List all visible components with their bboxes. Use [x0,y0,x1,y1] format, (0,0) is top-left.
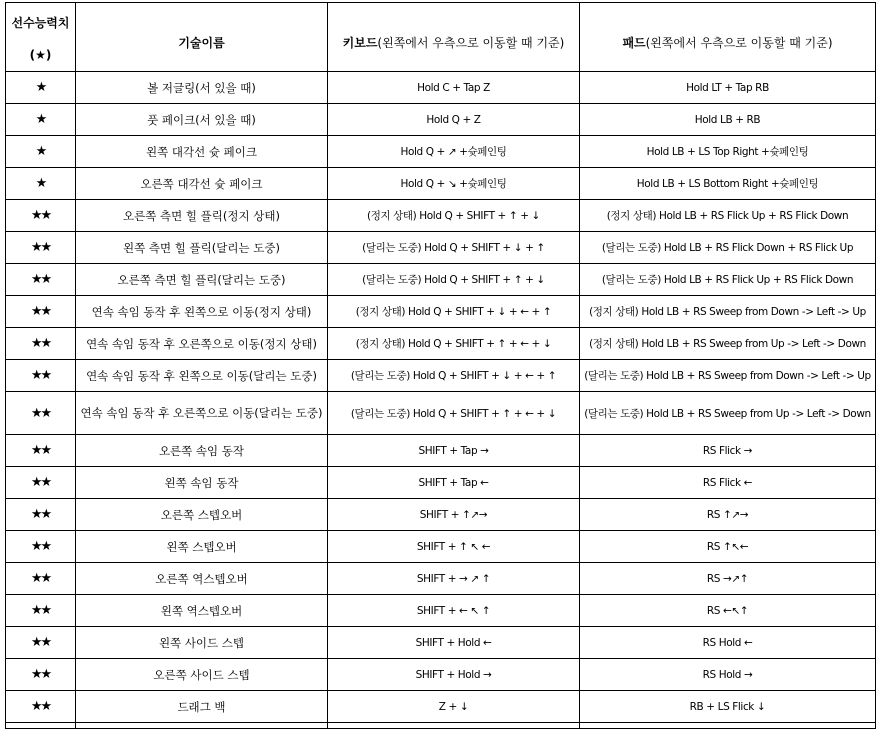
keyboard-input: SHIFT + Hold ← [328,627,580,659]
header-skill-name [76,3,328,72]
keyboard-input: Hold Q + ↘ +슛페인팅 [328,168,580,200]
table-row [6,136,876,168]
skill-name: 왼쪽 대각선 슛 페이크 [76,136,328,168]
pad-input: RS Hold → [580,659,876,691]
star-rating: ★★ [6,360,76,392]
pad-input: RS ↑↗→ [580,499,876,531]
table-row [6,200,876,232]
skill-name: 왼쪽 속임 동작 [76,467,328,499]
table-row [6,435,876,467]
table-row [6,563,876,595]
skills-table-wrapper [5,2,876,729]
table-row [6,392,876,435]
header-player-ability [6,3,76,72]
pad-input: Hold LT + Tap RB [580,72,876,104]
pad-input: RS Flick ← [580,467,876,499]
keyboard-input: Hold Q + Z [328,104,580,136]
table-row-cutoff [6,723,876,729]
star-rating: ★★ [6,200,76,232]
pad-input: (정지 상태) Hold LB + RS Sweep from Down -> Left -> Up [580,296,876,328]
skill-name: 연속 속임 동작 후 왼쪽으로 이동(달리는 도중) [76,360,328,392]
pad-input: RS ↑↖← [580,531,876,563]
table-row [6,595,876,627]
keyboard-input: SHIFT + ↑ ↖ ← [328,531,580,563]
table-row [6,72,876,104]
empty-cell [328,723,580,729]
pad-input: (달리는 도중) Hold LB + RS Sweep from Down -> Left -> Up [580,360,876,392]
header-keyboard-bold: 키보드 [342,35,378,50]
star-rating: ★★ [6,296,76,328]
star-rating: ★★ [6,435,76,467]
skill-name: 오른쪽 사이드 스텝 [76,659,328,691]
skill-name: 왼쪽 사이드 스텝 [76,627,328,659]
table-row [6,296,876,328]
table-row [6,264,876,296]
keyboard-input: SHIFT + → ↗ ↑ [328,563,580,595]
keyboard-input: SHIFT + ↑↗→ [328,499,580,531]
keyboard-input: (정지 상태) Hold Q + SHIFT + ↑ + ← + ↓ [328,328,580,360]
keyboard-input: Hold C + Tap Z [328,72,580,104]
pad-input: RS Hold ← [580,627,876,659]
table-row [6,499,876,531]
star-rating: ★ [6,72,76,104]
table-row [6,232,876,264]
star-rating: ★★ [6,392,76,435]
star-rating: ★ [6,136,76,168]
keyboard-input: (정지 상태) Hold Q + SHIFT + ↓ + ← + ↑ [328,296,580,328]
skill-name: 풋 페이크(서 있을 때) [76,104,328,136]
star-rating: ★ [6,104,76,136]
skill-name: 연속 속임 동작 후 오른쪽으로 이동(달리는 도중) [76,392,328,435]
skill-name: 오른쪽 대각선 슛 페이크 [76,168,328,200]
table-row [6,627,876,659]
skill-name: 오른쪽 역스텝오버 [76,563,328,595]
pad-input: RS Flick → [580,435,876,467]
pad-input: (달리는 도중) Hold LB + RS Flick Up + RS Flick Down [580,264,876,296]
header-pad [580,3,876,72]
star-rating: ★★ [6,627,76,659]
star-rating: ★★ [6,328,76,360]
pad-input: (정지 상태) Hold LB + RS Sweep from Up -> Left -> Down [580,328,876,360]
header-level-title: 선수능력치 [11,16,70,30]
skill-name: 왼쪽 측면 힐 플릭(달리는 도중) [76,232,328,264]
skill-name: 오른쪽 측면 힐 플릭(달리는 도중) [76,264,328,296]
table-row [6,360,876,392]
star-rating: ★★ [6,659,76,691]
star-rating: ★ [6,168,76,200]
pad-input: RS ←↖↑ [580,595,876,627]
table-row [6,328,876,360]
header-pad-rest: (왼쪽에서 우측으로 이동할 때 기준) [645,35,833,50]
star-rating: ★★ [6,232,76,264]
skill-name: 왼쪽 역스텝오버 [76,595,328,627]
skill-name: 왼쪽 스텝오버 [76,531,328,563]
skill-name: 볼 저글링(서 있을 때) [76,72,328,104]
keyboard-input: (정지 상태) Hold Q + SHIFT + ↑ + ↓ [328,200,580,232]
skill-name: 연속 속임 동작 후 왼쪽으로 이동(정지 상태) [76,296,328,328]
table-row [6,467,876,499]
header-pad-bold: 패드 [622,35,646,50]
keyboard-input: (달리는 도중) Hold Q + SHIFT + ↓ + ↑ [328,232,580,264]
pad-input: RS →↗↑ [580,563,876,595]
star-rating: ★★ [6,499,76,531]
table-header-row [6,3,876,72]
keyboard-input: SHIFT + Hold → [328,659,580,691]
keyboard-input: Hold Q + ↗ +슛페인팅 [328,136,580,168]
keyboard-input: SHIFT + Tap ← [328,467,580,499]
table-row [6,691,876,723]
star-rating: ★★ [6,691,76,723]
star-rating: ★★ [6,595,76,627]
table-row [6,168,876,200]
skills-table [5,2,876,729]
pad-input: (정지 상태) Hold LB + RS Flick Up + RS Flick Down [580,200,876,232]
header-level-sub: (★) [29,48,52,62]
empty-cell [580,723,876,729]
skill-name: 오른쪽 측면 힐 플릭(정지 상태) [76,200,328,232]
empty-cell [6,723,76,729]
pad-input: Hold LB + RB [580,104,876,136]
pad-input: (달리는 도중) Hold LB + RS Sweep from Up -> Left -> Down [580,392,876,435]
pad-input: Hold LB + LS Bottom Right +슛페인팅 [580,168,876,200]
skill-name: 오른쪽 스텝오버 [76,499,328,531]
keyboard-input: SHIFT + Tap → [328,435,580,467]
header-name-title: 기술이름 [178,35,225,50]
keyboard-input: (달리는 도중) Hold Q + SHIFT + ↑ + ↓ [328,264,580,296]
empty-cell [76,723,328,729]
keyboard-input: SHIFT + ← ↖ ↑ [328,595,580,627]
table-row [6,104,876,136]
skill-name: 드래그 백 [76,691,328,723]
star-rating: ★★ [6,264,76,296]
star-rating: ★★ [6,531,76,563]
skill-name: 연속 속임 동작 후 오른쪽으로 이동(정지 상태) [76,328,328,360]
keyboard-input: (달리는 도중) Hold Q + SHIFT + ↓ + ← + ↑ [328,360,580,392]
pad-input: RB + LS Flick ↓ [580,691,876,723]
pad-input: Hold LB + LS Top Right +슛페인팅 [580,136,876,168]
pad-input: (달리는 도중) Hold LB + RS Flick Down + RS Flick Up [580,232,876,264]
keyboard-input: (달리는 도중) Hold Q + SHIFT + ↑ + ← + ↓ [328,392,580,435]
star-rating: ★★ [6,467,76,499]
header-keyboard-rest: (왼쪽에서 우측으로 이동할 때 기준) [377,35,565,50]
table-row [6,659,876,691]
keyboard-input: Z + ↓ [328,691,580,723]
header-keyboard [328,3,580,72]
table-row [6,531,876,563]
skill-name: 오른쪽 속임 동작 [76,435,328,467]
star-rating: ★★ [6,563,76,595]
